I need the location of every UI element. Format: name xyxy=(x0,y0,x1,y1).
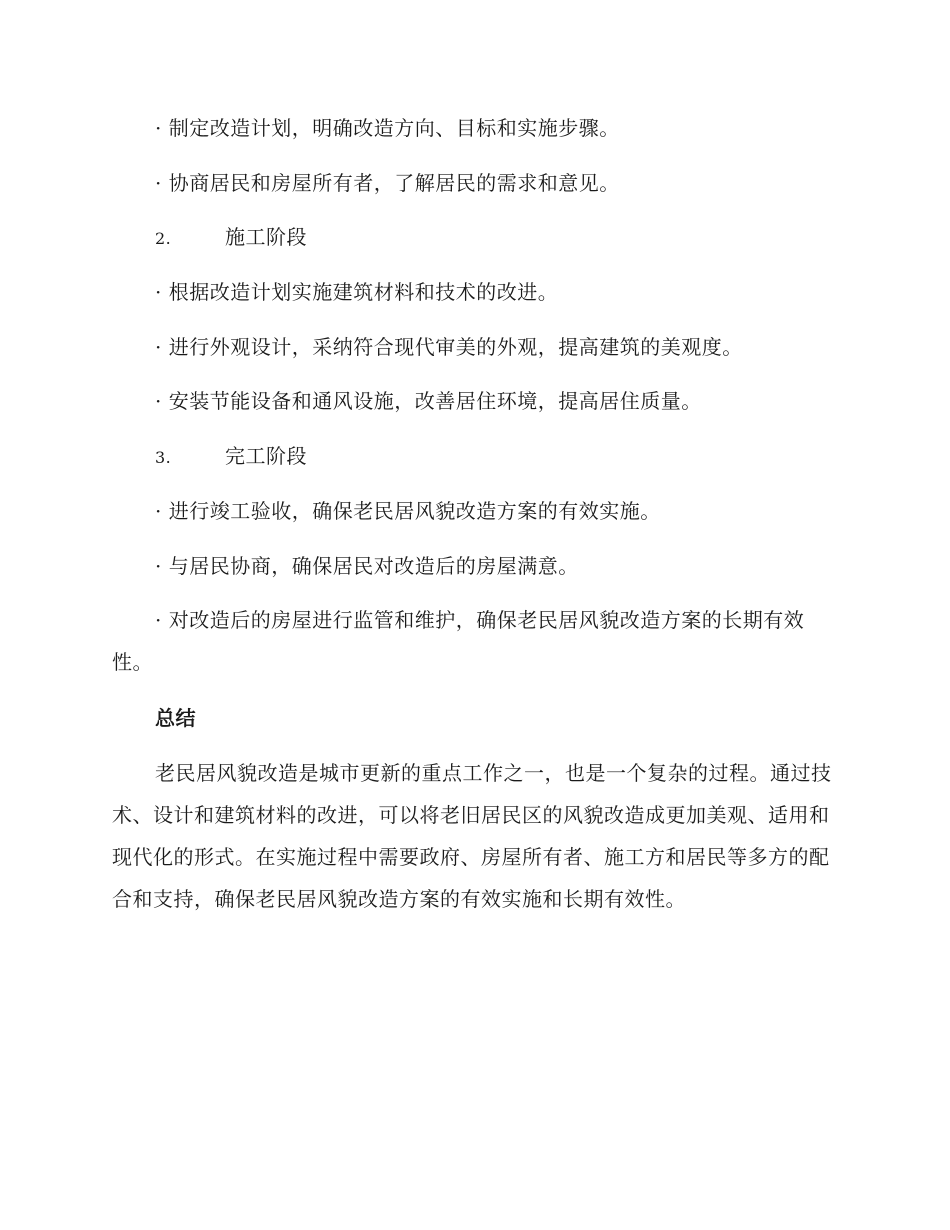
bullet-item: · 制定改造计划，明确改造方向、目标和实施步骤。 xyxy=(155,116,620,140)
step-title: 完工阶段 xyxy=(225,444,307,468)
step-heading-2 xyxy=(155,223,307,253)
step-number: 3. xyxy=(155,448,172,467)
bullet-item: · 安装节能设备和通风设施，改善居住环境，提高居住质量。 xyxy=(155,389,702,413)
bullet-item: · 与居民协商，确保居民对改造后的房屋满意。 xyxy=(155,554,579,578)
bullet-item-wrapped: · 对改造后的房屋进行监管和维护，确保老民居风貌改造方案的长期有效性。 xyxy=(112,608,805,674)
step-heading-3 xyxy=(155,442,307,472)
summary-paragraph: 老民居风貌改造是城市更新的重点工作之一，也是一个复杂的过程。通过技术、设计和建筑材料的改进，可以将老旧居民区的风貌改造成更加美观、适用和现代化的形式。在实施过程中需要政府、房屋所有者、施工方和居民等多方的配合和支持，确保老民居风貌改造方案的有效实施和长期有效性。 xyxy=(112,761,832,911)
bullet-item: · 进行外观设计，采纳符合现代审美的外观，提高建筑的美观度。 xyxy=(155,335,743,359)
bullet-item: · 进行竣工验收，确保老民居风貌改造方案的有效实施。 xyxy=(155,499,661,523)
bullet-item: · 协商居民和房屋所有者，了解居民的需求和意见。 xyxy=(155,171,620,195)
step-number: 2. xyxy=(155,229,172,248)
bullet-item: · 根据改造计划实施建筑材料和技术的改进。 xyxy=(155,280,559,304)
summary-heading: 总结 xyxy=(155,706,196,730)
step-title: 施工阶段 xyxy=(225,225,307,249)
